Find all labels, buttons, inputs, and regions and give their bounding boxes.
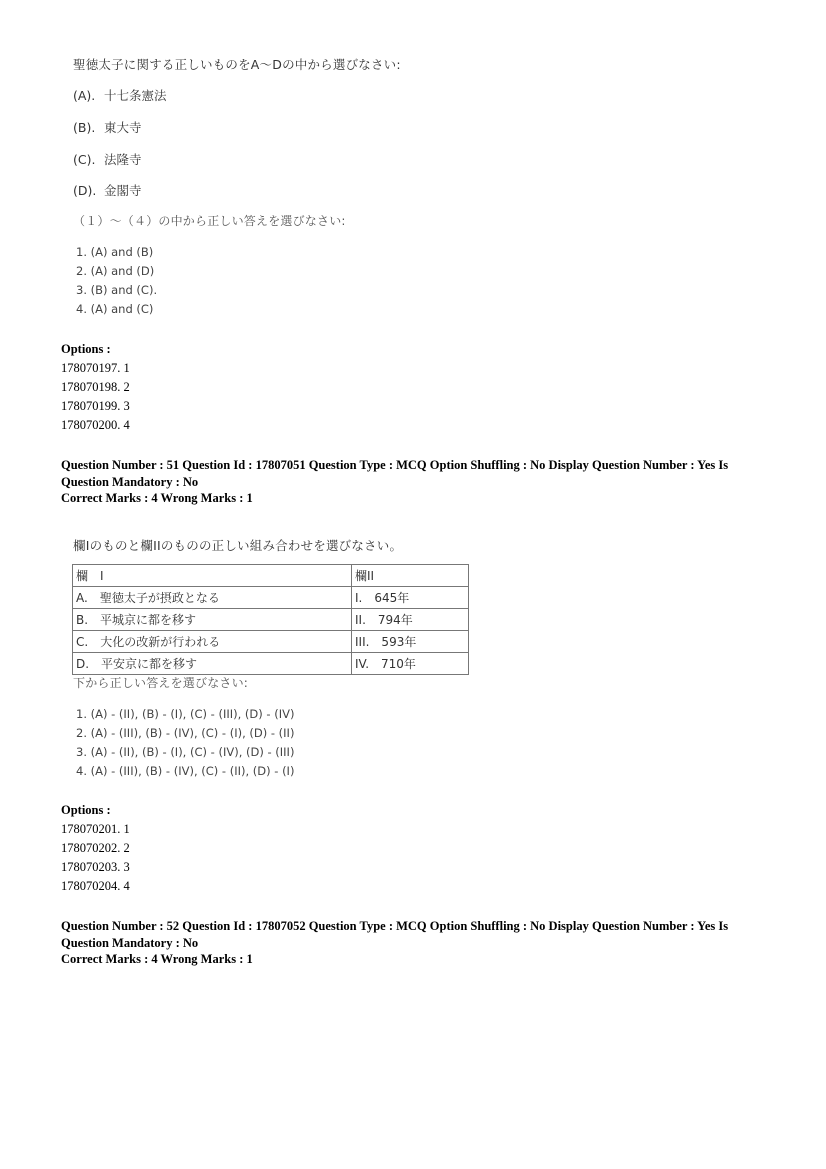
table-cell: IV. 710年 bbox=[352, 653, 469, 675]
q51-choice: 4. (A) - (III), (B) - (IV), (C) - (II), (D) - (I) bbox=[76, 764, 295, 778]
q50-item-b bbox=[73, 118, 142, 136]
table-row bbox=[73, 587, 469, 609]
option-id: 178070199. 3 bbox=[61, 399, 130, 413]
option-id: 178070203. 3 bbox=[61, 860, 130, 874]
q50-item-label: (B). bbox=[73, 120, 96, 135]
q50-item-text: 金閣寺 bbox=[104, 183, 142, 198]
option-id: 178070204. 4 bbox=[61, 879, 130, 893]
q52-meta-line: Correct Marks : 4 Wrong Marks : 1 bbox=[61, 952, 253, 966]
table-row bbox=[73, 609, 469, 631]
table-header-cell: 欄 I bbox=[73, 565, 352, 587]
q52-meta-line: Question Number : 52 Question Id : 17807052 Question Type : MCQ Option Shuffling : No Display Question Number : Yes Is bbox=[61, 919, 729, 933]
q50-item-a bbox=[73, 86, 167, 104]
q51-meta-line: Question Number : 51 Question Id : 17807051 Question Type : MCQ Option Shuffling : No Display Question Number : Yes Is bbox=[61, 458, 729, 472]
table-row bbox=[73, 631, 469, 653]
table-cell: D. 平安京に都を移す bbox=[73, 653, 352, 675]
table-cell: B. 平城京に都を移す bbox=[73, 609, 352, 631]
q51-choice: 3. (A) - (II), (B) - (I), (C) - (IV), (D) - (III) bbox=[76, 745, 295, 759]
q51-meta-line: Correct Marks : 4 Wrong Marks : 1 bbox=[61, 491, 253, 505]
q51-meta-line: Question Mandatory : No bbox=[61, 474, 199, 489]
q50-choice: 4. (A) and (C) bbox=[76, 302, 154, 316]
q51-meta bbox=[61, 457, 761, 507]
q50-choice: 1. (A) and (B) bbox=[76, 245, 154, 259]
option-id: 178070201. 1 bbox=[61, 822, 130, 836]
q51-choice: 1. (A) - (II), (B) - (I), (C) - (III), (D) - (IV) bbox=[76, 707, 295, 721]
q51-match-table bbox=[72, 564, 469, 675]
q50-item-text: 法隆寺 bbox=[104, 152, 142, 167]
option-id: 178070202. 2 bbox=[61, 841, 130, 855]
option-id: 178070198. 2 bbox=[61, 380, 130, 394]
q50-item-d bbox=[73, 181, 142, 199]
q50-choice: 2. (A) and (D) bbox=[76, 264, 155, 278]
table-cell: II. 794年 bbox=[352, 609, 469, 631]
q50-instruction: （１）～（４）の中から正しい答えを選びなさい: bbox=[73, 214, 346, 228]
q50-item-text: 十七条憲法 bbox=[104, 88, 167, 103]
q50-option-ids bbox=[61, 359, 130, 435]
q51-question-text: 欄Iのものと欄IIのものの正しい組み合わせを選びなさい。 bbox=[73, 538, 403, 553]
q51-instruction: 下から正しい答えを選びなさい: bbox=[73, 676, 249, 690]
q50-options-title: Options : bbox=[61, 342, 111, 356]
q51-option-ids bbox=[61, 820, 130, 896]
table-cell: III. 593年 bbox=[352, 631, 469, 653]
q50-item-label: (A). bbox=[73, 88, 96, 103]
q50-choice: 3. (B) and (C). bbox=[76, 283, 158, 297]
q51-options-title: Options : bbox=[61, 803, 111, 817]
q52-meta bbox=[61, 918, 761, 968]
q50-item-label: (D). bbox=[73, 183, 97, 198]
q51-choice: 2. (A) - (III), (B) - (IV), (C) - (I), (D) - (II) bbox=[76, 726, 295, 740]
table-header-row bbox=[73, 565, 469, 587]
q51-choice-list bbox=[76, 705, 294, 781]
q50-item-text: 東大寺 bbox=[104, 120, 142, 135]
q50-item-label: (C). bbox=[73, 152, 96, 167]
q50-item-c bbox=[73, 150, 142, 168]
option-id: 178070197. 1 bbox=[61, 361, 130, 375]
q50-question-text: 聖徳太子に関する正しいものをA～Dの中から選びなさい: bbox=[73, 57, 401, 72]
option-id: 178070200. 4 bbox=[61, 418, 130, 432]
table-row bbox=[73, 653, 469, 675]
table-cell: I. 645年 bbox=[352, 587, 469, 609]
table-cell: A. 聖徳太子が摂政となる bbox=[73, 587, 352, 609]
table-cell: C. 大化の改新が行われる bbox=[73, 631, 352, 653]
q52-meta-line: Question Mandatory : No bbox=[61, 935, 199, 950]
table-header-cell: 欄II bbox=[352, 565, 469, 587]
q50-choice-list bbox=[76, 243, 157, 319]
